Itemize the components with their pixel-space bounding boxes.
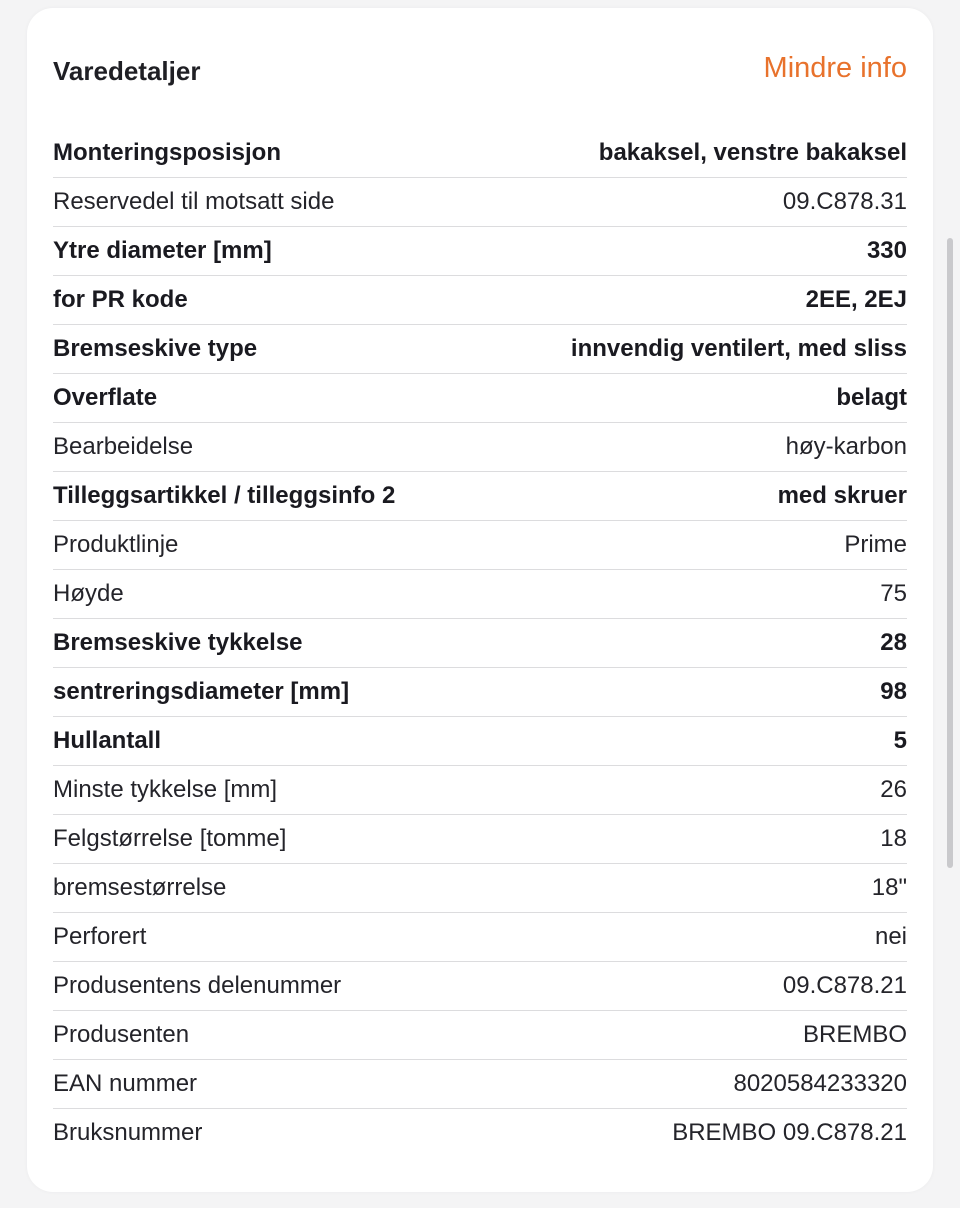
- detail-value: nei: [874, 923, 907, 950]
- detail-row: [53, 276, 907, 325]
- details-title: Varedetaljer: [53, 56, 201, 86]
- scrollbar[interactable]: [947, 238, 953, 868]
- detail-value: 98: [880, 678, 907, 705]
- detail-row: [53, 472, 907, 521]
- detail-row: [53, 913, 907, 962]
- detail-row: [53, 178, 907, 227]
- detail-row: [53, 766, 907, 815]
- detail-value: høy-karbon: [785, 433, 907, 460]
- detail-label: Ytre diameter [mm]: [53, 237, 272, 264]
- detail-label: for PR kode: [53, 286, 188, 313]
- detail-label: Reservedel til motsatt side: [53, 188, 335, 215]
- detail-value: 8020584233320: [733, 1070, 907, 1097]
- detail-label: Minste tykkelse [mm]: [53, 776, 278, 803]
- detail-row: [53, 325, 907, 374]
- detail-value: 18": [871, 874, 907, 901]
- detail-label: Overflate: [53, 384, 158, 411]
- detail-row: [53, 815, 907, 864]
- detail-label: EAN nummer: [53, 1070, 198, 1097]
- detail-label: Perforert: [53, 923, 147, 950]
- detail-value: 5: [893, 727, 907, 754]
- detail-label: Bruksnummer: [53, 1119, 203, 1146]
- detail-row: [53, 864, 907, 913]
- detail-row: [53, 717, 907, 766]
- detail-row: [53, 1011, 907, 1060]
- detail-value: Prime: [844, 531, 907, 558]
- detail-value: bakaksel, venstre bakaksel: [598, 139, 907, 166]
- detail-value: 2EE, 2EJ: [805, 286, 907, 313]
- detail-label: Produsentens delenummer: [53, 972, 342, 999]
- detail-label: Monteringsposisjon: [53, 139, 281, 166]
- detail-row: [53, 619, 907, 668]
- detail-row: [53, 227, 907, 276]
- detail-value: 18: [880, 825, 907, 852]
- detail-label: Felgstørrelse [tomme]: [53, 825, 287, 852]
- detail-value: 09.C878.31: [782, 188, 907, 215]
- detail-row: [53, 1060, 907, 1109]
- detail-label: Bremseskive tykkelse: [53, 629, 303, 656]
- detail-value: belagt: [836, 384, 907, 411]
- details-table: [53, 129, 907, 1157]
- detail-value: 09.C878.21: [782, 972, 907, 999]
- detail-row: [53, 1109, 907, 1157]
- details-header: [53, 52, 907, 92]
- detail-value: 28: [880, 629, 907, 656]
- detail-row: [53, 374, 907, 423]
- detail-row: [53, 962, 907, 1011]
- product-details-card: [27, 8, 933, 1192]
- detail-label: Tilleggsartikkel / tilleggsinfo 2: [53, 482, 396, 509]
- detail-label: Bremseskive type: [53, 335, 258, 362]
- detail-value: BREMBO 09.C878.21: [672, 1119, 907, 1146]
- detail-row: [53, 423, 907, 472]
- detail-label: Høyde: [53, 580, 124, 607]
- detail-label: Hullantall: [53, 727, 162, 754]
- less-info-toggle[interactable]: Mindre info: [763, 52, 907, 84]
- detail-value: innvendig ventilert, med sliss: [570, 335, 907, 362]
- detail-row: [53, 129, 907, 178]
- detail-row: [53, 521, 907, 570]
- detail-value: 75: [880, 580, 907, 607]
- detail-value: BREMBO: [802, 1021, 907, 1048]
- detail-label: Produktlinje: [53, 531, 179, 558]
- detail-value: 26: [880, 776, 907, 803]
- detail-value: 330: [866, 237, 907, 264]
- detail-row: [53, 668, 907, 717]
- detail-label: Bearbeidelse: [53, 433, 194, 460]
- detail-value: med skruer: [777, 482, 907, 509]
- detail-label: bremsestørrelse: [53, 874, 227, 901]
- detail-label: Produsenten: [53, 1021, 190, 1048]
- detail-label: sentreringsdiameter [mm]: [53, 678, 350, 705]
- detail-row: [53, 570, 907, 619]
